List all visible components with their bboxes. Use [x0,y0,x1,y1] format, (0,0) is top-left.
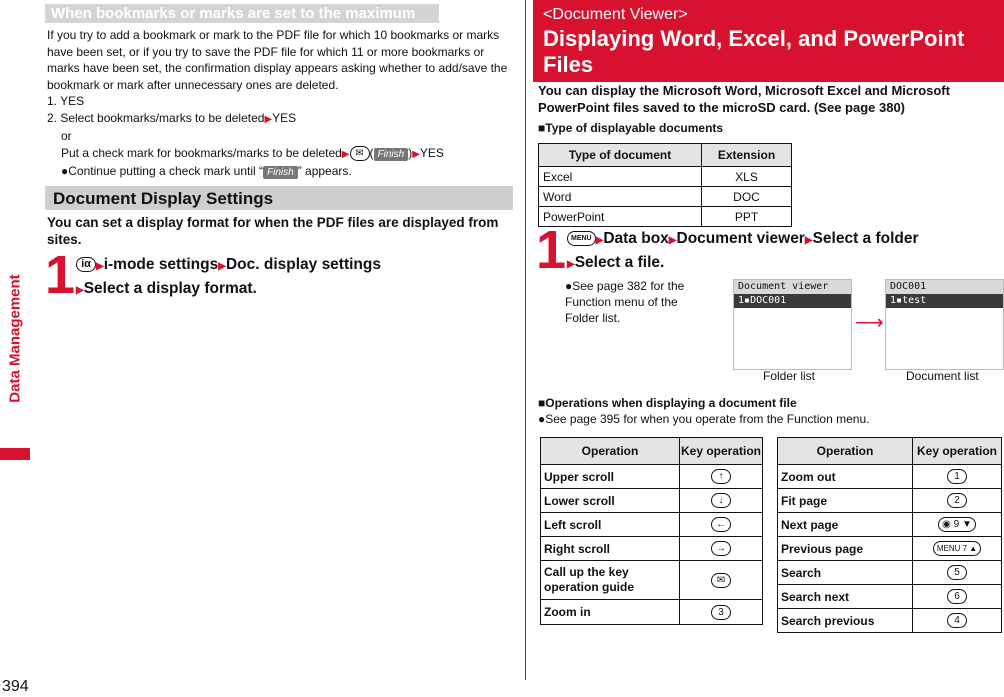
arrow-icon: ▶ [218,261,226,272]
next-page-keys-icon: ◉ 9 ▼ [938,517,976,532]
display-step-text [76,254,516,302]
table-row [539,207,792,227]
type-cell: PowerPoint [539,207,702,227]
column-divider [525,0,526,680]
file-icon: ▪ [896,295,903,306]
document-list-screen [885,279,1004,370]
folder-item-label: DOC001 [750,295,787,306]
folder-list-caption: Folder list [763,369,816,383]
table-row [541,489,763,513]
key-4-icon: 4 [947,613,967,628]
types-table [538,143,792,227]
table-row [778,537,1002,561]
imode-key-icon: iα [76,257,96,272]
ops-header-key: Key operation [913,438,1002,465]
ops-note: ●See page 395 for when you operate from the Function menu. [538,412,870,426]
arrow-icon: ▶ [76,285,84,296]
display-section-header [45,186,513,210]
bullet-post: ” appears. [297,164,352,178]
up-key-icon: ↑ [711,469,731,484]
table-row [778,585,1002,609]
left-key-icon: ← [711,517,731,532]
display-step-number: 1 [45,245,76,305]
step2b-end: YES [419,145,444,160]
table-row [541,600,763,625]
ops-header-operation: Operation [778,438,913,465]
mail-key-icon: ✉ [350,146,370,161]
side-tab-bar [0,448,30,460]
op-cell: Lower scroll [541,489,680,513]
step-document-viewer: Document viewer [676,230,805,247]
arrow-icon: ▶ [595,235,604,246]
key-3-icon: 3 [711,605,731,620]
arrow-icon: ▶ [341,148,350,160]
step2a-end: YES [272,110,297,125]
table-row [541,513,763,537]
op-cell: Right scroll [541,537,680,561]
folder-list-screen [733,279,852,370]
transition-arrow-icon: ⟶ [855,312,884,334]
ops-heading: ■Operations when displaying a document file [538,396,797,410]
document-list-caption: Document list [906,369,979,383]
types-heading: ■Type of displayable documents [538,121,724,135]
display-intro: You can set a display format for when the PDF files are displayed from sites. [47,215,499,247]
viewer-note: ●See page 382 for the Function menu of the Folder list. [565,279,685,325]
op-cell: Search [778,561,913,585]
menu-key-icon: MENU [567,231,596,246]
table-row [539,167,792,187]
previous-page-keys-icon: MENU 7 ▲ [933,541,981,556]
step2a-text: 2. Select bookmarks/marks to be deleted [47,110,265,125]
viewer-step-text [567,228,997,276]
side-tab [0,0,30,460]
right-intro: You can display the Microsoft Word, Microsoft Excel and Microsoft PowerPoint files saved to the microSD card. (See page 380) [538,83,950,115]
finish-softkey-icon: Finish [374,148,409,161]
op-cell: Search next [778,585,913,609]
step-select-file: Select a file. [574,254,665,271]
op-cell: Fit page [778,489,913,513]
type-cell: Excel [539,167,702,187]
doc-screen-item: 1▪test [886,294,1003,308]
table-row [541,537,763,561]
folder-screen-title: Document viewer [734,280,851,294]
table-row [541,561,763,600]
folder-icon: ▪ [744,295,751,306]
down-key-icon: ↓ [711,493,731,508]
page-number: 394 [2,678,29,695]
key-5-icon: 5 [947,565,967,580]
table-row [778,609,1002,633]
types-header-ext: Extension [702,144,792,167]
viewer-step-number: 1 [536,220,567,280]
ext-cell: PPT [702,207,792,227]
doc-item-label: test [902,295,927,306]
max-or: or [61,129,72,143]
op-cell: Left scroll [541,513,680,537]
table-row [539,187,792,207]
max-section-header [45,4,439,23]
finish-softkey-icon: Finish [263,166,298,179]
op-cell: Previous page [778,537,913,561]
ops-table-left [540,437,763,625]
max-step2a [47,110,515,129]
folder-screen-item: 1▪DOC001 [734,294,851,308]
max-paragraph: If you try to add a bookmark or mark to the PDF file for which 10 bookmarks or marks have been set, or if you try to save the PDF file for which 11 or more bookmarks or marks have been set, the confirmation display appears asking whether to add/save the bookmark or mark after unnecessary ones are deleted. [47,28,508,92]
key-6-icon: 6 [947,589,967,604]
key-1-icon: 1 [947,469,967,484]
step-select-folder: Select a folder [812,230,919,247]
ext-cell: XLS [702,167,792,187]
type-cell: Word [539,187,702,207]
table-row [778,561,1002,585]
arrow-icon: ▶ [804,235,813,246]
right-key-icon: → [711,541,731,556]
ext-cell: DOC [702,187,792,207]
max-step1: 1. YES [47,94,85,108]
types-header-type: Type of document [539,144,702,167]
arrow-icon: ▶ [668,235,677,246]
step2b-text: Put a check mark for bookmarks/marks to be deleted [61,145,342,160]
op-cell: Next page [778,513,913,537]
op-cell: Zoom out [778,465,913,489]
ops-table-right [777,437,1002,633]
section-subtitle: <Document Viewer> [543,6,688,23]
side-tab-label: Data Management [6,274,24,403]
table-row [778,489,1002,513]
op-cell: Upper scroll [541,465,680,489]
display-section-title: Document Display Settings [53,189,274,208]
step-select-format: Select a display format. [83,280,257,297]
max-step2b: Put a check mark for bookmarks/marks to be deleted▶ ✉ ( Finish )▶YES [61,145,444,160]
arrow-icon: ▶ [412,148,420,160]
mail-key-icon: ✉ [711,573,731,588]
max-bullet: ●Continue putting a check mark until “ Finish ” appears. [61,164,352,178]
section-title: Displaying Word, Excel, and PowerPoint Files [543,26,965,77]
step-imode-settings: i-mode settings [103,256,219,273]
arrow-icon: ▶ [96,261,104,272]
arrow-icon: ▶ [567,259,575,270]
ops-header-key: Key operation [680,438,763,465]
op-cell: Call up the key operation guide [541,561,680,600]
op-cell: Zoom in [541,600,680,625]
key-2-icon: 2 [947,493,967,508]
op-cell: Search previous [778,609,913,633]
step-doc-display-settings: Doc. display settings [225,256,381,273]
max-section-title: When bookmarks or marks are set to the maximum [51,5,416,22]
table-row [778,465,1002,489]
max-section-body [47,27,515,180]
table-row [778,513,1002,537]
section-title-block [533,0,1004,82]
table-row [541,465,763,489]
doc-screen-title: DOC001 [886,280,1003,294]
bullet-pre: Continue putting a check mark until “ [68,164,264,178]
arrow-icon: ▶ [264,113,273,125]
step-data-box: Data box [603,230,669,247]
ops-header-operation: Operation [541,438,680,465]
